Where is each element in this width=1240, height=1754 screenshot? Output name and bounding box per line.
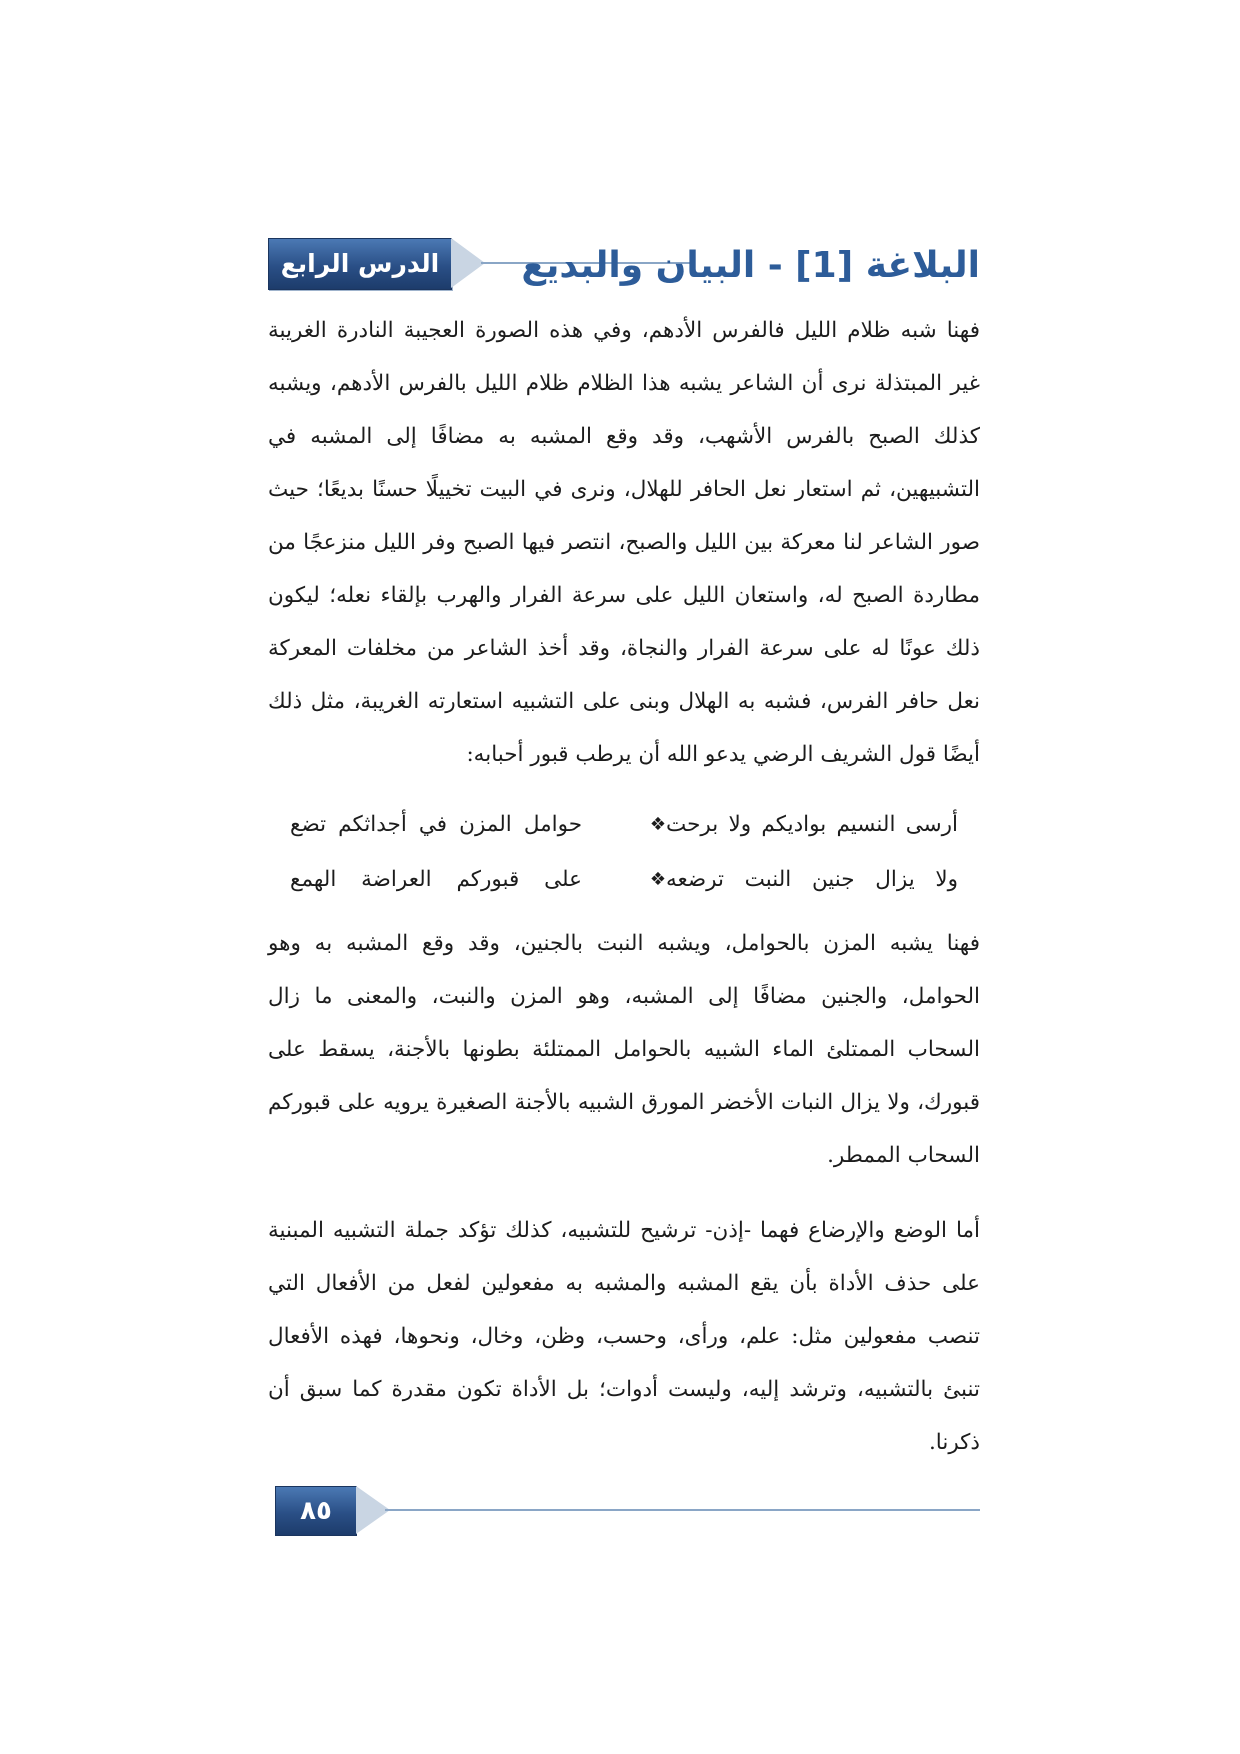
footer-rule [385, 1509, 980, 1511]
lesson-badge: الدرس الرابع [268, 238, 452, 290]
paragraph-3: أما الوضع والإرضاع فهما -إذن- ترشيح للتشبيه، كذلك تؤكد جملة التشبيه المبنية على حذف الأداة بأن يقع المشبه والمشبه به مفعولين لفعل من الأفعال التي تنصب مفعولين مثل: علم، ورأى، وحسب، وظن، وخال، ونحوها، فهذه الأفعال تنبئ بالتشبيه، وترشد إليه، وليست أدوات؛ بل الأداة تكون مقدرة كما سبق أن ذكرنا. [268, 1218, 980, 1455]
poem [268, 797, 980, 907]
page-header [268, 238, 980, 296]
book-title: البلاغة [1] - البيان والبديع [521, 245, 980, 286]
page-number: ٨٥ [275, 1486, 357, 1536]
poem-verse-2 [290, 852, 958, 907]
page-footer [275, 1486, 980, 1536]
verse-1-first-hemistich: أرسى النسيم بواديكم ولا برحت [666, 812, 958, 837]
verse-separator-icon: ❖ [649, 869, 666, 890]
verse-2-first-hemistich: ولا يزال جنين النبت ترضعه [666, 867, 958, 892]
poem-verse-1 [290, 797, 958, 852]
page-body [268, 304, 980, 1469]
verse-1-second-hemistich: حوامل المزن في أجداثكم تضع [290, 812, 582, 837]
paragraph-1: فهنا شبه ظلام الليل فالفرس الأدهم، وفي هذه الصورة العجيبة النادرة الغريبة غير المبتذلة نرى أن الشاعر يشبه هذا الظلام ظلام الليل بالفرس الأدهم، ويشبه كذلك الصبح بالفرس الأشهب، وقد وقع المشبه به مضافًا إلى المشبه في التشبيهين، ثم استعار نعل الحافر للهلال، ونرى في البيت تخييلًا حسنًا بديعًا؛ حيث صور الشاعر لنا معركة بين الليل والصبح، انتصر فيها الصبح وفر الليل منزعجًا من مطاردة الصبح له، واستعان الليل على سرعة الفرار والهرب بإلقاء نعله؛ ليكون ذلك عونًا له على سرعة الفرار والنجاة، وقد أخذ الشاعر من مخلفات المعركة نعل حافر الفرس، فشبه به الهلال وبنى على التشبيه استعارته الغريبة، مثل ذلك أيضًا قول الشريف الرضي يدعو الله أن يرطب قبور أحبابه: [268, 318, 980, 767]
header-wedge-decoration [451, 238, 485, 288]
paragraph-2: فهنا يشبه المزن بالحوامل، ويشبه النبت بالجنين، وقد وقع المشبه به وهو الحوامل، والجنين مضافًا إلى المشبه، وهو المزن والنبت، والمعنى ما زال السحاب الممتلئ الماء الشبيه بالحوامل الممتلئة بطونها بالأجنة، يسقط على قبورك، ولا يزال النبات الأخضر المورق الشبيه بالأجنة الصغيرة يرويه على قبوركم السحاب الممطر. [268, 931, 980, 1168]
verse-separator-icon: ❖ [649, 814, 666, 835]
verse-2-second-hemistich: على قبوركم العراضة الهمع [290, 867, 582, 892]
